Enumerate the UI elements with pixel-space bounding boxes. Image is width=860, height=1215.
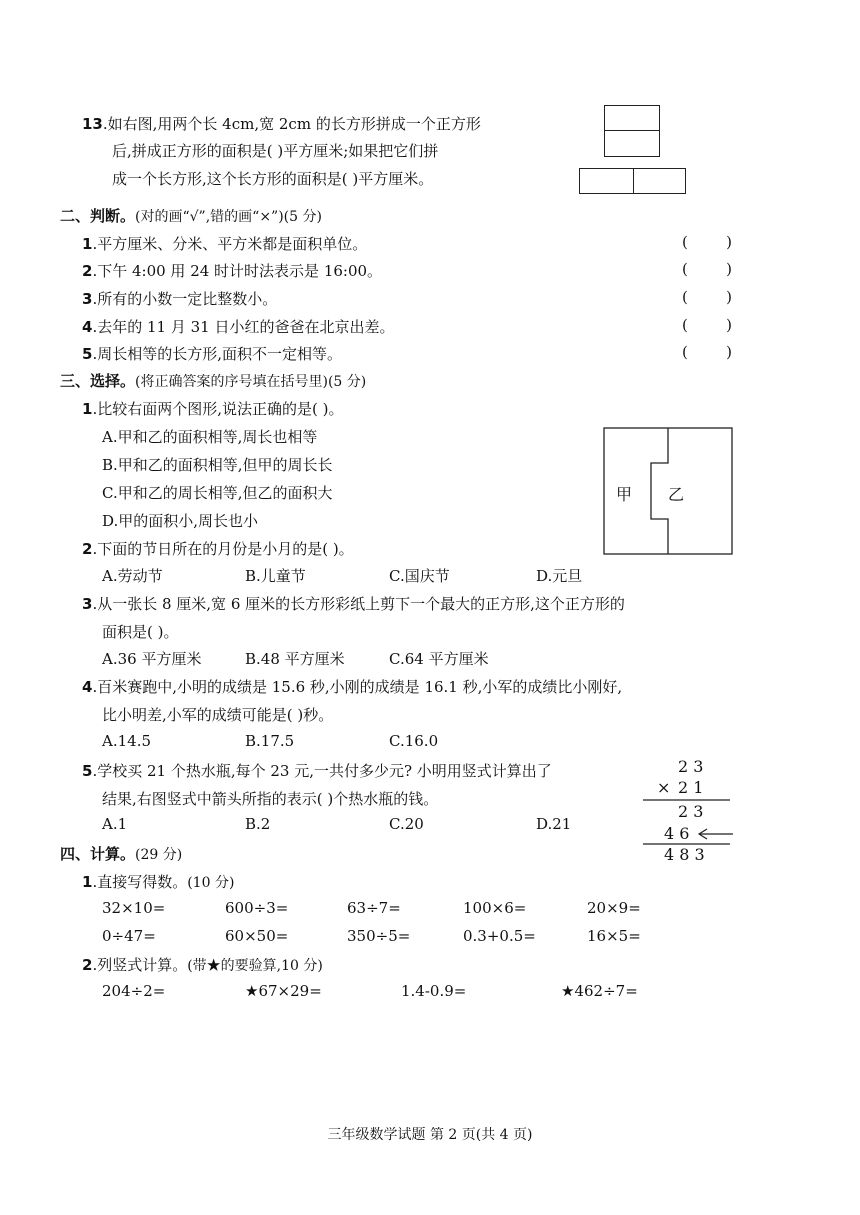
- paren-close: ): [726, 316, 732, 334]
- option-c: C.16.0: [389, 732, 439, 750]
- judge-item-2: [82, 260, 382, 281]
- choice-question-4: [82, 676, 622, 697]
- question-text: .如右图,用两个长 4cm,宽 2cm 的长方形拼成一个正方形: [102, 115, 481, 133]
- option-b: B.17.5: [245, 732, 295, 750]
- choice-question-1: [82, 398, 343, 419]
- item-number: 1: [82, 235, 93, 253]
- question-stem: .从一张长 8 厘米,宽 6 厘米的长方形彩纸上剪下一个最大的正方形,这个正方形的: [92, 595, 625, 613]
- option-d: D.甲的面积小,周长也小: [102, 512, 259, 530]
- question-note: (10 分): [187, 875, 235, 891]
- question-title: .直接写得数。: [92, 873, 188, 891]
- paren-open: (: [682, 260, 688, 278]
- option-a: A.1: [102, 815, 128, 833]
- section-note: (对的画“√”,错的画“×”)(5 分): [135, 209, 322, 225]
- item-number: 3: [82, 290, 93, 308]
- question-note: (带★的要验算,10 分): [187, 958, 323, 974]
- judge-item-4: [82, 316, 394, 337]
- oral-calc-item: 63÷7=: [347, 899, 401, 917]
- oral-calc-item: 32×10=: [102, 899, 166, 917]
- option-d: D.21: [536, 815, 572, 833]
- option-a: A.14.5: [102, 732, 151, 750]
- choice-question-3: [82, 593, 625, 614]
- section-title: 二、判断。: [60, 207, 136, 225]
- question-stem-continued: 面积是( )。: [102, 623, 179, 641]
- item-text: .平方厘米、分米、平方米都是面积单位。: [92, 235, 368, 253]
- label-yi: 乙: [668, 485, 685, 504]
- long-left-rectangle: [579, 168, 634, 194]
- question-stem-continued: 结果,右图竖式中箭头所指的表示( )个热水瓶的钱。: [102, 790, 439, 808]
- square-bottom-rectangle: [604, 130, 660, 157]
- item-text: .去年的 11 月 31 日小红的爸爸在北京出差。: [92, 318, 395, 336]
- paren-close: ): [726, 288, 732, 306]
- question-13-line2: 后,拼成正方形的面积是( )平方厘米;如果把它们拼: [112, 142, 439, 160]
- paren-open: (: [682, 316, 688, 334]
- item-number: 4: [82, 318, 93, 336]
- option-a: A.甲和乙的面积相等,周长也相等: [102, 428, 318, 446]
- question-number: 2: [82, 956, 93, 974]
- long-right-rectangle: [633, 168, 686, 194]
- oral-calc-item: 350÷5=: [347, 927, 411, 945]
- answer-parentheses[interactable]: [682, 343, 732, 361]
- question-stem: .下面的节日所在的月份是小月的是( )。: [92, 540, 354, 558]
- question-stem-continued: 比小明差,小军的成绩可能是( )秒。: [102, 706, 334, 724]
- option-d: D.元旦: [536, 567, 583, 585]
- page-footer: 三年级数学试题 第 2 页(共 4 页): [327, 1127, 533, 1143]
- oral-calc-item: 100×6=: [463, 899, 527, 917]
- oral-calc-item: 20×9=: [587, 899, 641, 917]
- choice-question-2: [82, 538, 354, 559]
- judge-item-5: [82, 343, 342, 364]
- option-c: C.国庆节: [389, 567, 450, 585]
- oral-calc-item: 600÷3=: [225, 899, 289, 917]
- option-c: C.64 平方厘米: [389, 650, 489, 668]
- paren-open: (: [682, 233, 688, 251]
- arrow-left-icon: [699, 829, 733, 839]
- question-stem: .百米赛跑中,小明的成绩是 15.6 秒,小刚的成绩是 16.1 秒,小军的成绩比小刚好,: [92, 678, 623, 696]
- option-b: B.甲和乙的面积相等,但甲的周长长: [102, 456, 333, 474]
- question-stem: .学校买 21 个热水瓶,每个 23 元,一共付多少元? 小明用竖式计算出了: [92, 762, 552, 780]
- section-note: (29 分): [135, 847, 183, 863]
- question-number: 13: [82, 115, 103, 133]
- item-number: 5: [82, 345, 93, 363]
- vertical-calc-item: ★67×29=: [245, 982, 322, 1000]
- option-b: B.儿童节: [245, 567, 306, 585]
- answer-parentheses[interactable]: [682, 288, 732, 306]
- question-number: 2: [82, 540, 93, 558]
- paren-open: (: [682, 343, 688, 361]
- answer-parentheses[interactable]: [682, 233, 732, 251]
- option-a: A.36 平方厘米: [102, 650, 202, 668]
- answer-parentheses[interactable]: [682, 260, 732, 278]
- section-3-header: [60, 370, 366, 391]
- oral-calc-item: 0÷47=: [102, 927, 156, 945]
- question-title: .列竖式计算。: [92, 956, 188, 974]
- item-text: .下午 4:00 用 24 时计时法表示是 16:00。: [92, 262, 383, 280]
- oral-calc-item: 0.3+0.5=: [463, 927, 536, 945]
- vertical-calc-item: 1.4-0.9=: [401, 982, 467, 1000]
- section-title: 三、选择。: [60, 372, 136, 390]
- area-comparison-figure: [603, 427, 734, 556]
- question-number: 4: [82, 678, 93, 696]
- calc-question-1: [82, 871, 234, 892]
- question-number: 3: [82, 595, 93, 613]
- section-2-header: [60, 205, 322, 226]
- option-b: B.48 平方厘米: [245, 650, 345, 668]
- option-c: C.20: [389, 815, 424, 833]
- times-sign: ×: [657, 778, 671, 797]
- paren-open: (: [682, 288, 688, 306]
- multiplicand: 2 3: [678, 757, 704, 776]
- vertical-calc-item: 204÷2=: [102, 982, 166, 1000]
- judge-item-3: [82, 288, 277, 309]
- question-13-line1: [82, 113, 481, 134]
- option-a: A.劳动节: [102, 567, 163, 585]
- section-title: 四、计算。: [60, 845, 136, 863]
- item-number: 2: [82, 262, 93, 280]
- square-top-rectangle: [604, 105, 660, 131]
- vertical-multiplication: [640, 756, 735, 862]
- question-13-line3: 成一个长方形,这个长方形的面积是( )平方厘米。: [112, 170, 434, 188]
- section-note: (将正确答案的序号填在括号里)(5 分): [135, 374, 367, 390]
- paren-close: ): [726, 260, 732, 278]
- item-text: .周长相等的长方形,面积不一定相等。: [92, 345, 342, 363]
- calc-question-2: [82, 954, 323, 975]
- option-b: B.2: [245, 815, 271, 833]
- question-stem: .比较右面两个图形,说法正确的是( )。: [92, 400, 344, 418]
- partial-product-1: 2 3: [678, 802, 704, 821]
- judge-item-1: [82, 233, 367, 254]
- label-jia: 甲: [616, 485, 633, 504]
- oral-calc-item: 16×5=: [587, 927, 641, 945]
- paren-close: ): [726, 343, 732, 361]
- answer-parentheses[interactable]: [682, 316, 732, 334]
- vertical-calc-item: ★462÷7=: [561, 982, 638, 1000]
- oral-calc-item: 60×50=: [225, 927, 289, 945]
- final-product: 4 8 3: [664, 845, 705, 862]
- option-c: C.甲和乙的周长相等,但乙的面积大: [102, 484, 333, 502]
- choice-question-5: [82, 760, 552, 781]
- section-4-header: [60, 843, 182, 864]
- question-number: 1: [82, 873, 93, 891]
- paren-close: ): [726, 233, 732, 251]
- question-number: 1: [82, 400, 93, 418]
- multiplier: 2 1: [678, 778, 704, 797]
- partial-product-2: 4 6: [664, 824, 690, 843]
- item-text: .所有的小数一定比整数小。: [92, 290, 278, 308]
- question-number: 5: [82, 762, 93, 780]
